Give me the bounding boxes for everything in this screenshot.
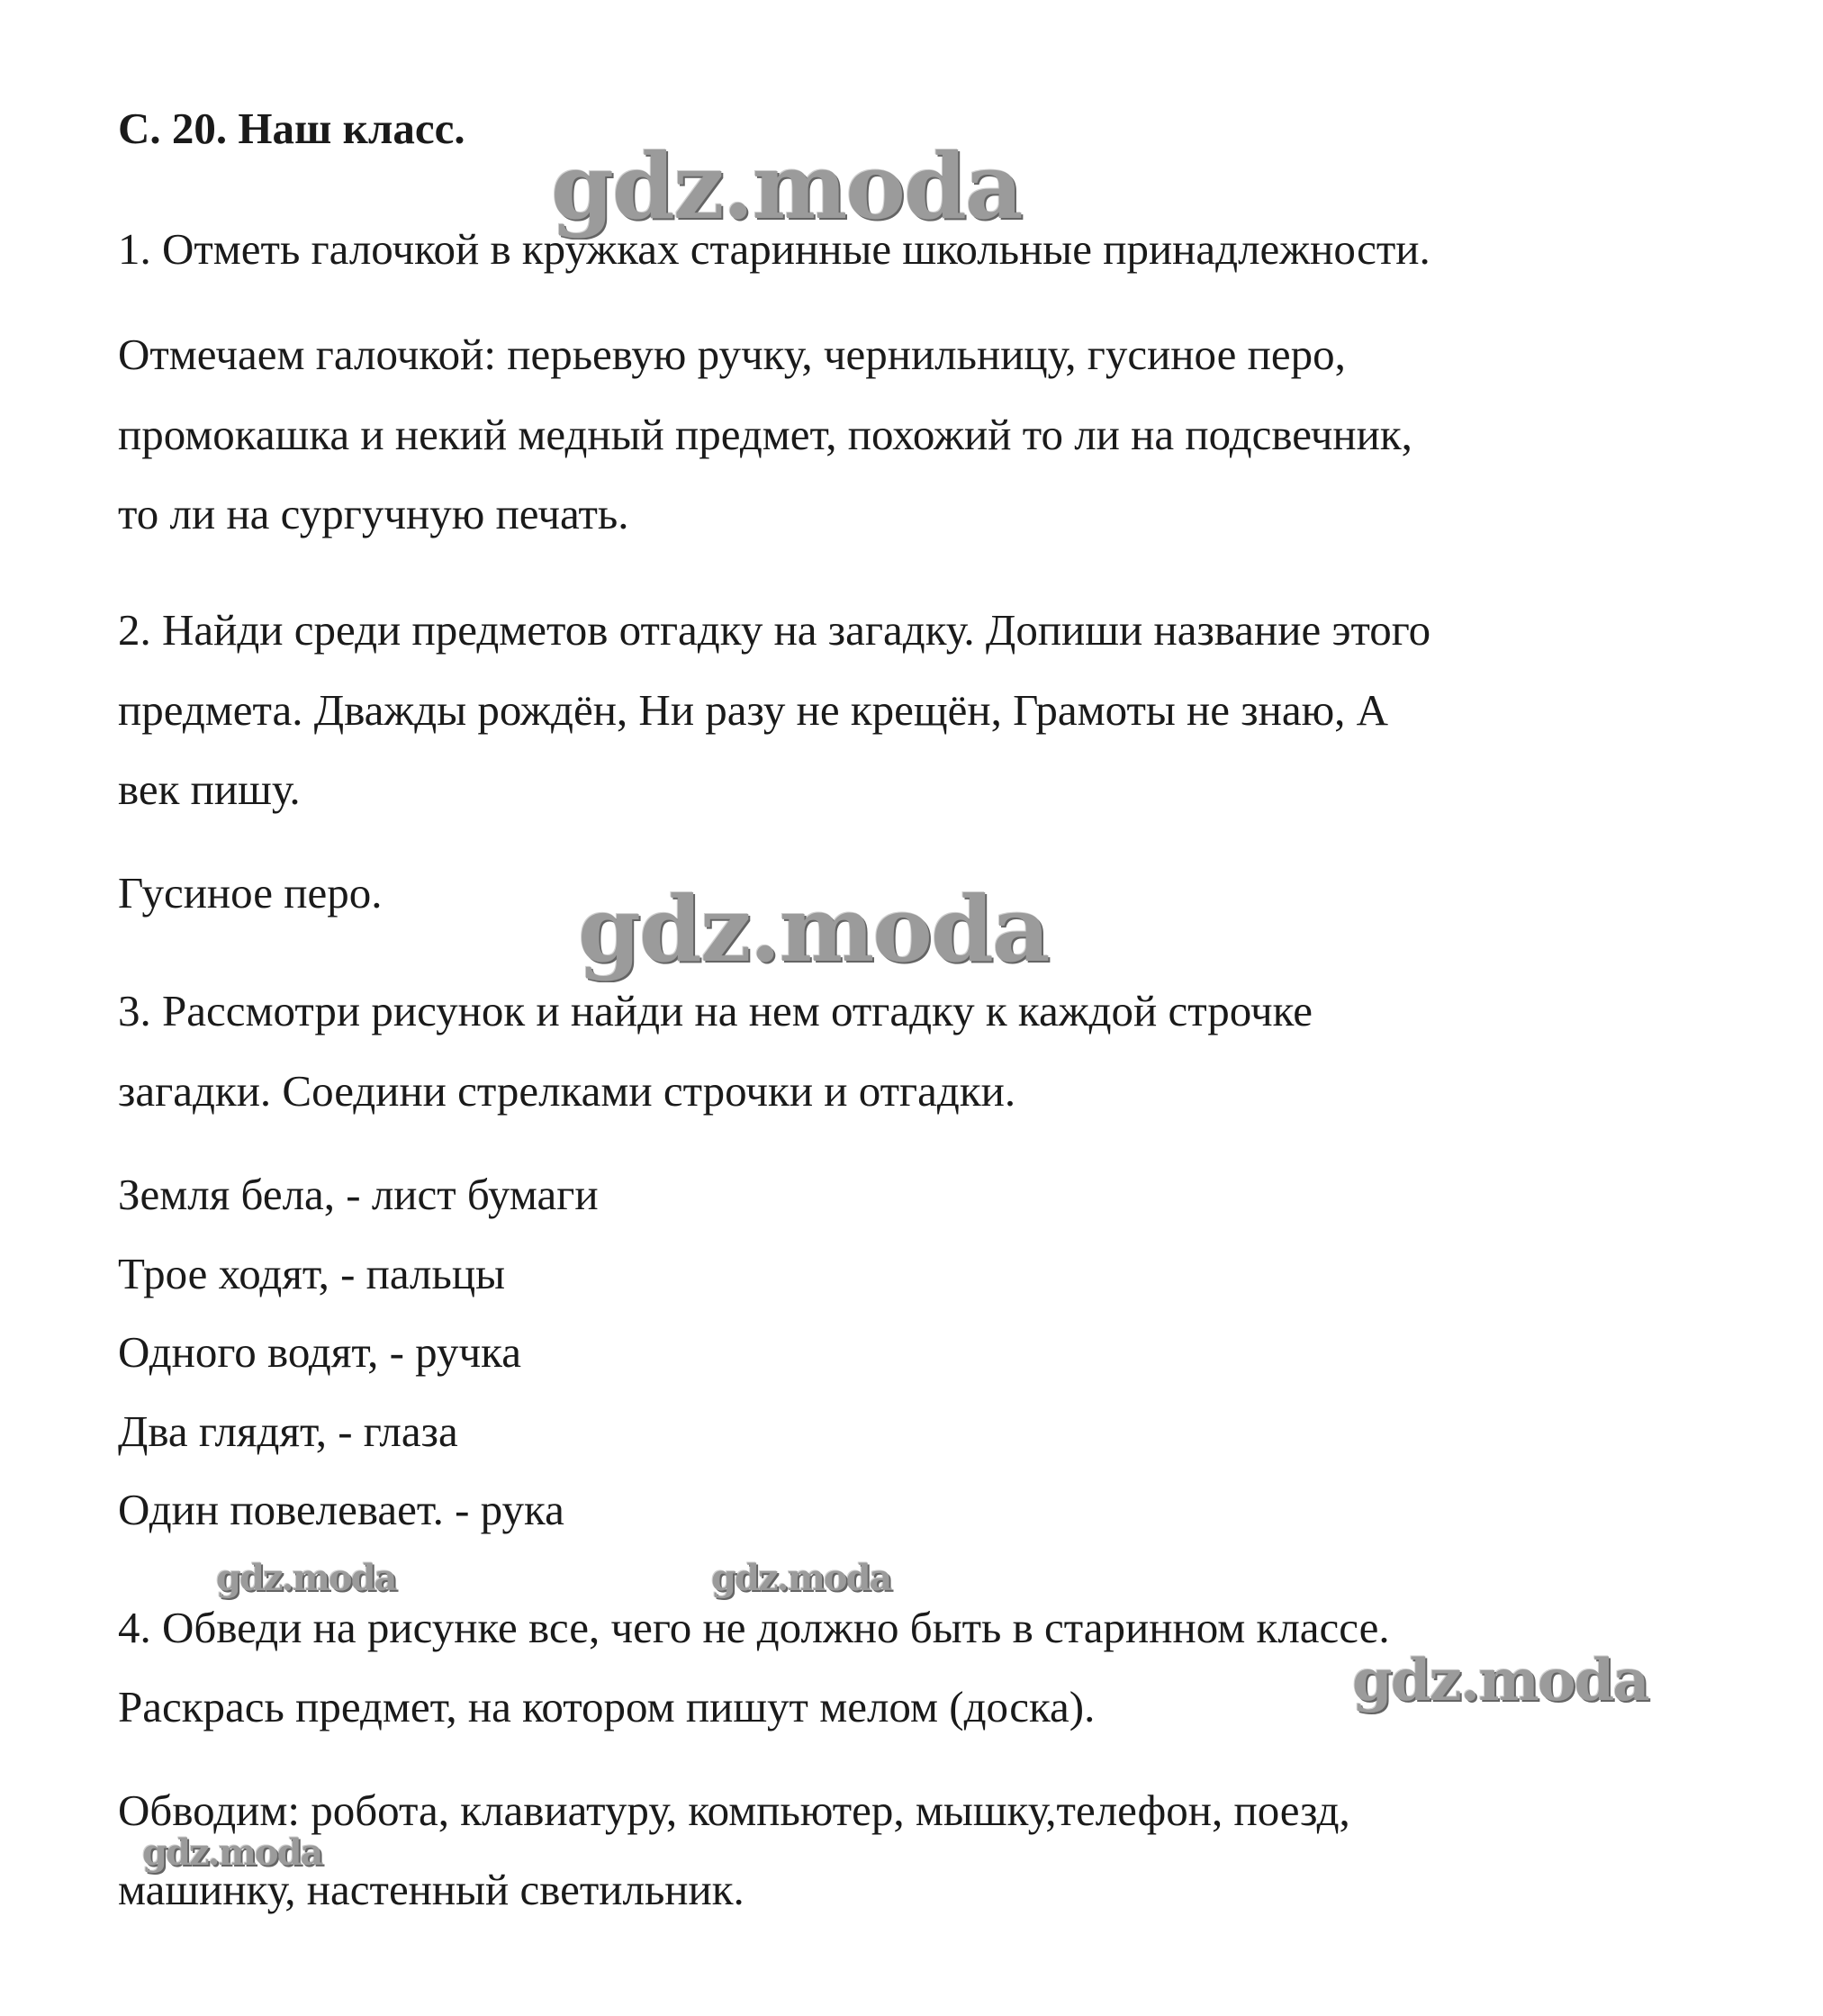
task4-answer-line: машинку, настенный светильник.	[118, 1865, 745, 1914]
task2-question-line: 2. Найди среди предметов отгадку на загадку. Допиши название этого	[118, 605, 1431, 655]
watermark: gdz.moda	[216, 1557, 396, 1599]
task3-answer-line: Трое ходят, - пальцы	[118, 1249, 505, 1298]
task3-question-line: 3. Рассмотри рисунок и найди на нем отгадку к каждой строчке	[118, 986, 1313, 1035]
task4-question-line: Раскрась предмет, на котором пишут мелом (доска).	[118, 1682, 1096, 1731]
task4-question-line: 4. Обведи на рисунке все, чего не должно быть в старинном классе.	[118, 1603, 1390, 1652]
task3-answer-line: Один повелевает. - рука	[118, 1485, 564, 1534]
task3-question-line: загадки. Соедини стрелками строчки и отгадки.	[118, 1066, 1016, 1116]
task2-question-line: предмета. Дважды рождён, Ни разу не крещён, Грамоты не знаю, А	[118, 685, 1389, 735]
task1-question: 1. Отметь галочкой в кружках старинные школьные принадлежности.	[118, 224, 1430, 274]
watermark: gdz.moda	[142, 1831, 322, 1874]
task3-answer-line: Земля бела, - лист бумаги	[118, 1170, 599, 1219]
task1-answer-line: Отмечаем галочкой: перьевую ручку, чернильницу, гусиное перо,	[118, 330, 1346, 379]
watermark: gdz.moda	[578, 876, 1049, 982]
watermark: gdz.moda	[551, 133, 1022, 240]
task3-answer-line: Одного водят, - ручка	[118, 1327, 521, 1377]
watermark: gdz.moda	[711, 1557, 891, 1599]
task1-answer-line: то ли на сургучную печать.	[118, 489, 629, 538]
page-heading: С. 20. Наш класс.	[118, 104, 465, 153]
task1-answer-line: промокашка и некий медный предмет, похожий то ли на подсвечник,	[118, 410, 1412, 459]
task2-question-line: век пишу.	[118, 764, 301, 814]
watermark: gdz.moda	[1352, 1647, 1648, 1714]
task3-answer-line: Два глядят, - глаза	[118, 1406, 458, 1456]
task2-answer: Гусиное перо.	[118, 868, 383, 918]
task4-answer-line: Обводим: робота, клавиатуру, компьютер, мышку,телефон, поезд,	[118, 1785, 1350, 1835]
